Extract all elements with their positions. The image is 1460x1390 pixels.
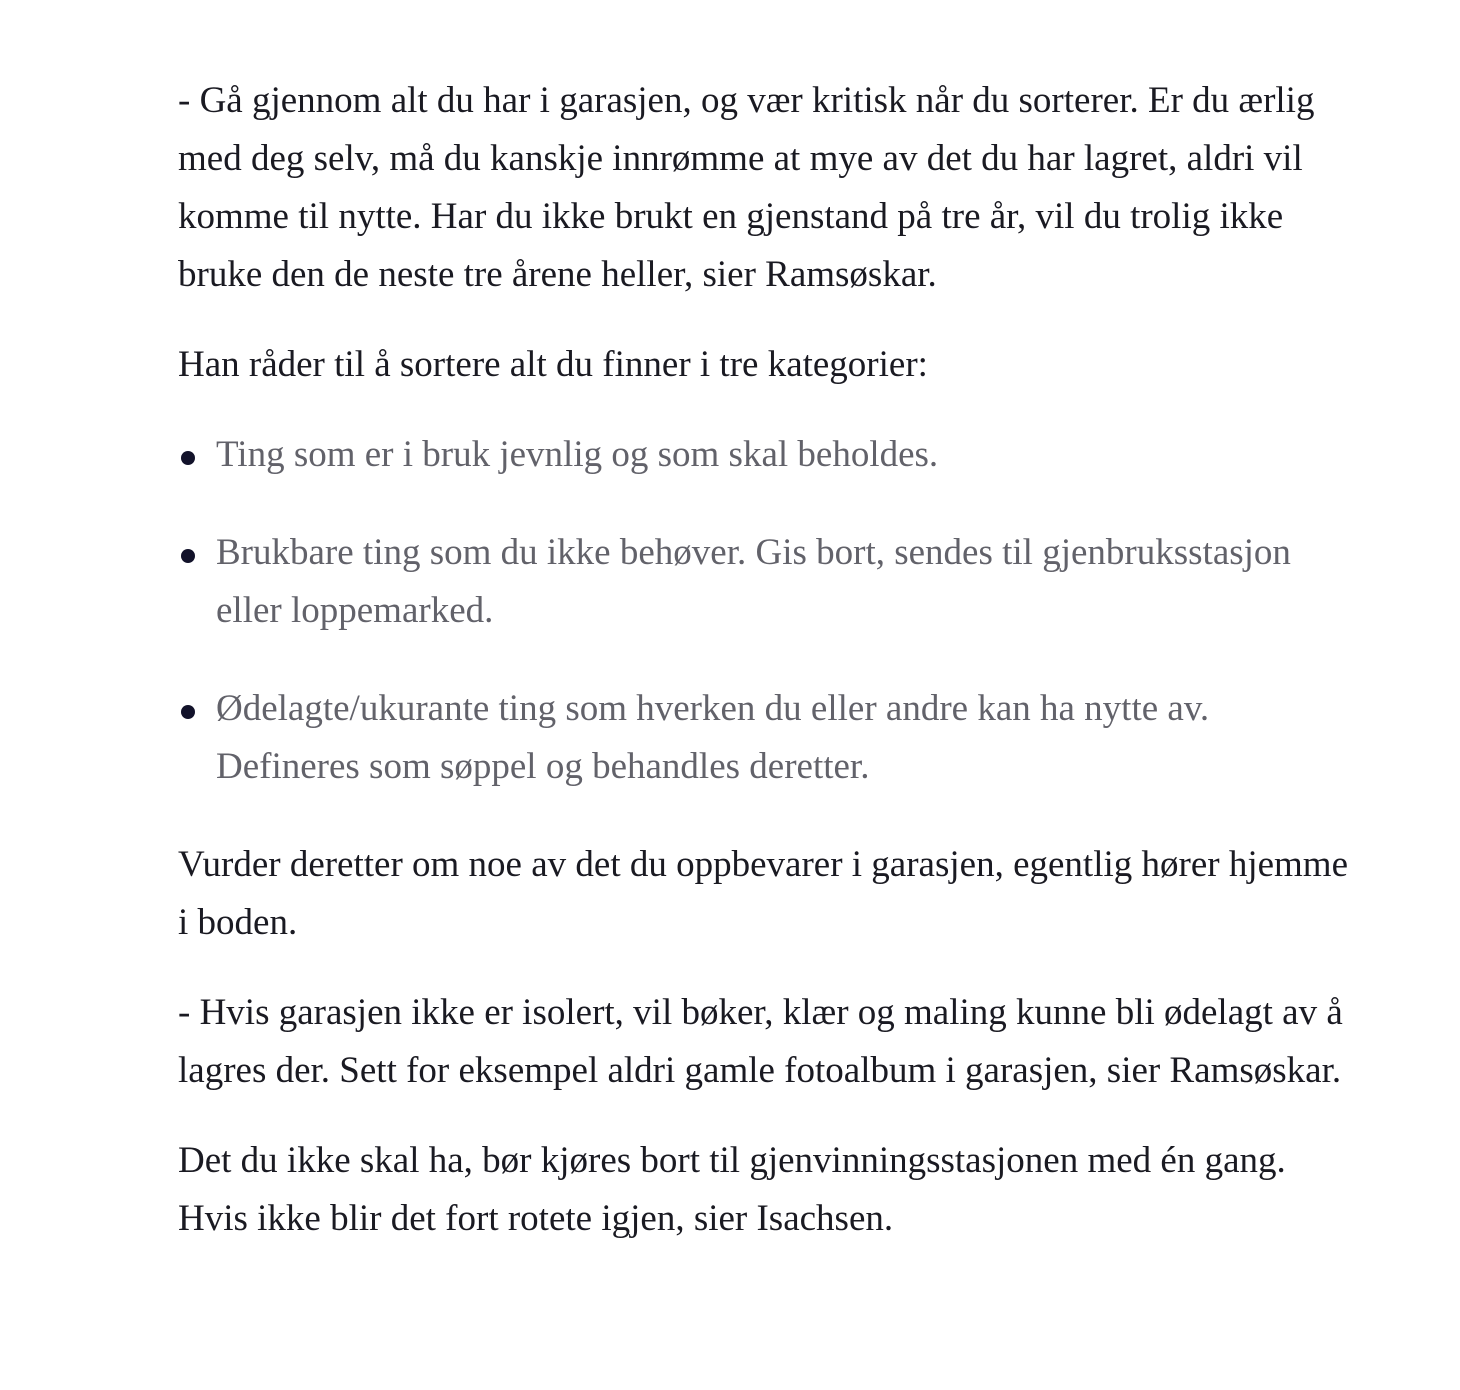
list-item-text: Brukbare ting som du ikke behøver. Gis bort, sendes til gjenbruksstasjon eller loppemarked.: [216, 532, 1291, 631]
list-item-text: Ødelagte/ukurante ting som hverken du eller andre kan ha nytte av. Defineres som søppel og behandles deretter.: [216, 688, 1210, 787]
list-item: [178, 524, 1348, 640]
bullet-icon: [181, 705, 195, 719]
paragraph: Han råder til å sortere alt du finner i tre kategorier:: [178, 344, 928, 385]
list-item: [178, 426, 1348, 484]
paragraph: - Hvis garasjen ikke er isolert, vil bøker, klær og maling kunne bli ødelagt av å lagres der. Sett for eksempel aldri gamle fotoalbum i garasjen, sier Ramsøskar.: [178, 992, 1343, 1091]
bullet-icon: [181, 451, 195, 465]
paragraph: Det du ikke skal ha, bør kjøres bort til gjenvinningsstasjonen med én gang. Hvis ikke blir det fort rotete igjen, sier Isachsen.: [178, 1140, 1286, 1239]
list-item: [178, 680, 1348, 796]
article-body: [178, 72, 1348, 1280]
bullet-icon: [181, 549, 195, 563]
paragraph: - Gå gjennom alt du har i garasjen, og vær kritisk når du sorterer. Er du ærlig med deg selv, må du kanskje innrømme at mye av det du har lagret, aldri vil komme til nytte. Har du ikke brukt en gjenstand på tre år, vil du trolig ikke bruke den de neste tre årene heller, sier Ramsøskar.: [178, 80, 1315, 295]
category-list: [178, 426, 1348, 796]
list-item-text: Ting som er i bruk jevnlig og som skal beholdes.: [216, 434, 939, 475]
paragraph: Vurder deretter om noe av det du oppbevarer i garasjen, egentlig hører hjemme i boden.: [178, 844, 1348, 943]
